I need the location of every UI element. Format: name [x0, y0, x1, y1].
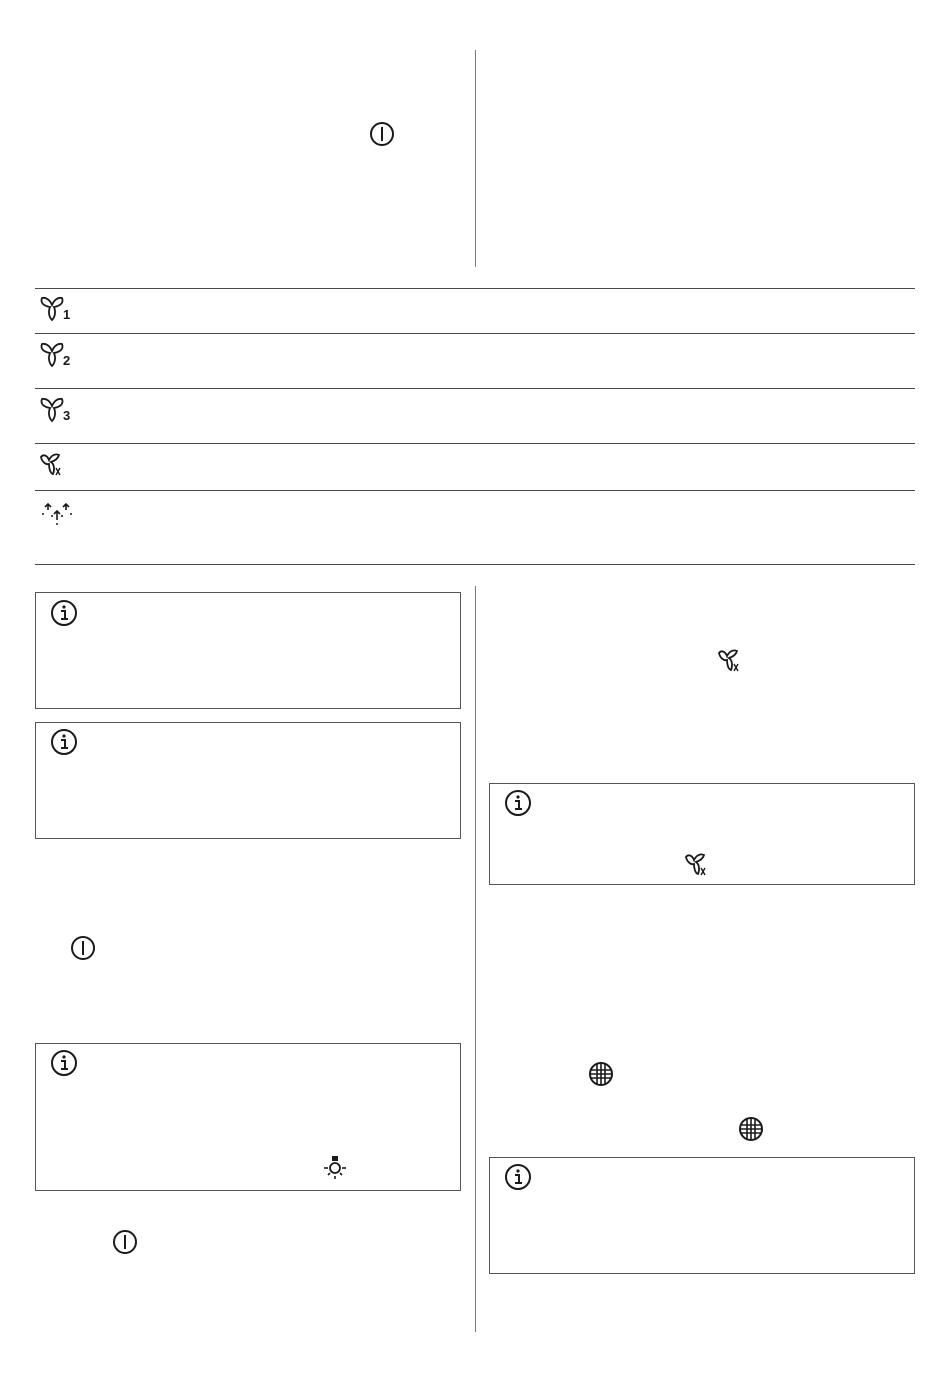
grease-filter-icon	[738, 1116, 764, 1142]
table-rule-top	[35, 288, 915, 289]
table-row	[38, 451, 68, 482]
breeze-icon	[38, 498, 76, 526]
table-row	[38, 396, 74, 429]
info-icon	[504, 1163, 532, 1191]
power-icon	[369, 121, 395, 147]
table-row	[38, 341, 74, 374]
fan-auto-icon	[683, 851, 713, 877]
bottom-column-divider	[475, 586, 476, 1332]
info-icon	[50, 728, 78, 756]
fan-auto-icon	[38, 451, 68, 477]
info-icon	[50, 599, 78, 627]
table-rule-bottom	[35, 564, 915, 565]
fan-auto-icon	[716, 647, 746, 673]
power-icon	[70, 935, 96, 961]
light-icon	[322, 1154, 348, 1182]
fan-speed-subscript: 1	[63, 307, 71, 322]
table-rule	[35, 443, 915, 444]
table-rule	[35, 490, 915, 491]
info-box	[489, 1157, 915, 1274]
table-rule	[35, 333, 915, 334]
info-box	[35, 1043, 461, 1191]
table-row	[38, 295, 74, 328]
grease-filter-icon	[588, 1061, 614, 1087]
info-icon	[504, 789, 532, 817]
info-icon	[50, 1049, 78, 1077]
fan-speed-subscript: 3	[63, 408, 71, 423]
fan-speed-subscript: 2	[63, 353, 71, 368]
table-rule	[35, 388, 915, 389]
info-box	[489, 783, 915, 885]
top-column-divider	[475, 50, 476, 267]
table-row	[38, 498, 76, 531]
info-box	[35, 722, 461, 839]
info-box	[35, 592, 461, 709]
power-icon	[112, 1229, 138, 1255]
